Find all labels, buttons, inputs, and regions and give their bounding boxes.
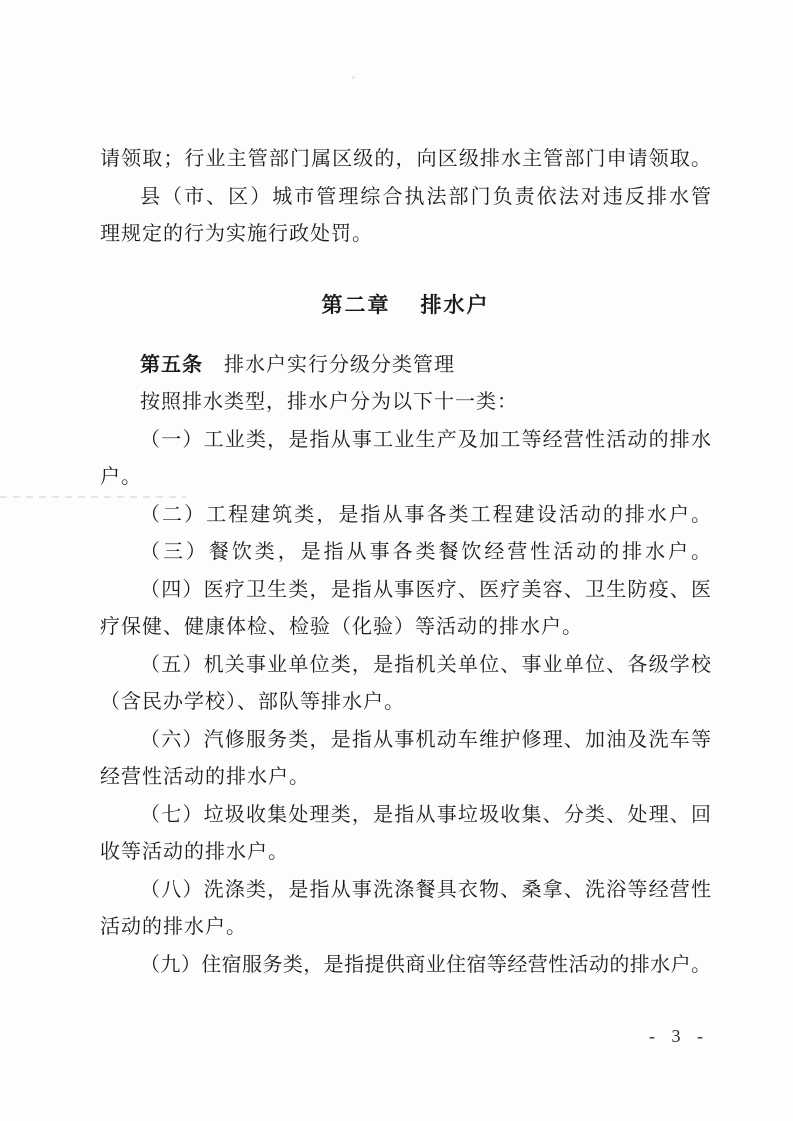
page-number: - 3 - bbox=[649, 1026, 709, 1046]
text-line: （一）工业类，是指从事工业生产及加工等经营性活动的排水 bbox=[140, 428, 711, 451]
text-line: 户。 bbox=[100, 466, 142, 488]
text-line: （六）汽修服务类，是指从事机动车维护修理、加油及洗车等 bbox=[140, 728, 711, 751]
text-line: （五）机关事业单位类，是指机关单位、事业单位、各级学校 bbox=[140, 653, 711, 676]
paragraph-line: 请领取；行业主管部门属区级的，向区级排水主管部门申请领取。 bbox=[100, 148, 711, 170]
article-title: 排水户实行分级分类管理 bbox=[224, 353, 455, 376]
text-line: （二）工程建筑类，是指从事各类工程建设活动的排水户。 bbox=[140, 503, 711, 526]
text-line: （七）垃圾收集处理类，是指从事垃圾收集、分类、处理、回 bbox=[140, 803, 711, 826]
text-line: 收等活动的排水户。 bbox=[100, 841, 289, 863]
chapter-title: 排水户 bbox=[420, 293, 490, 317]
text-line: 经营性活动的排水户。 bbox=[100, 766, 310, 788]
text-line: 疗保健、健康体检、检验（化验）等活动的排水户。 bbox=[100, 616, 583, 638]
chapter-number: 第二章 bbox=[321, 293, 391, 317]
text-line: （九）住宿服务类，是指提供商业住宿等经营性活动的排水户。 bbox=[140, 953, 711, 976]
article-number: 第五条 bbox=[140, 353, 203, 376]
text-line: （三）餐饮类，是指从事各类餐饮经营性活动的排水户。 bbox=[140, 541, 711, 563]
text-line: 按照排水类型，排水户分为以下十一类： bbox=[140, 391, 518, 413]
text-line: （八）洗涤类，是指从事洗涤餐具衣物、桑拿、洗浴等经营性 bbox=[140, 878, 711, 901]
text-line: （四）医疗卫生类，是指从事医疗、医疗美容、卫生防疫、医 bbox=[140, 578, 711, 601]
chapter-heading bbox=[100, 287, 711, 325]
paragraph-line: 县（市、区）城市管理综合执法部门负责依法对违反排水管 bbox=[140, 185, 711, 208]
document-body bbox=[100, 0, 711, 984]
paragraph-line: 理规定的行为实施行政处罚。 bbox=[100, 223, 373, 245]
article-heading bbox=[100, 347, 711, 385]
text-line: 活动的排水户。 bbox=[100, 916, 247, 938]
text-line: （含民办学校）、部队等排水户。 bbox=[100, 691, 405, 713]
